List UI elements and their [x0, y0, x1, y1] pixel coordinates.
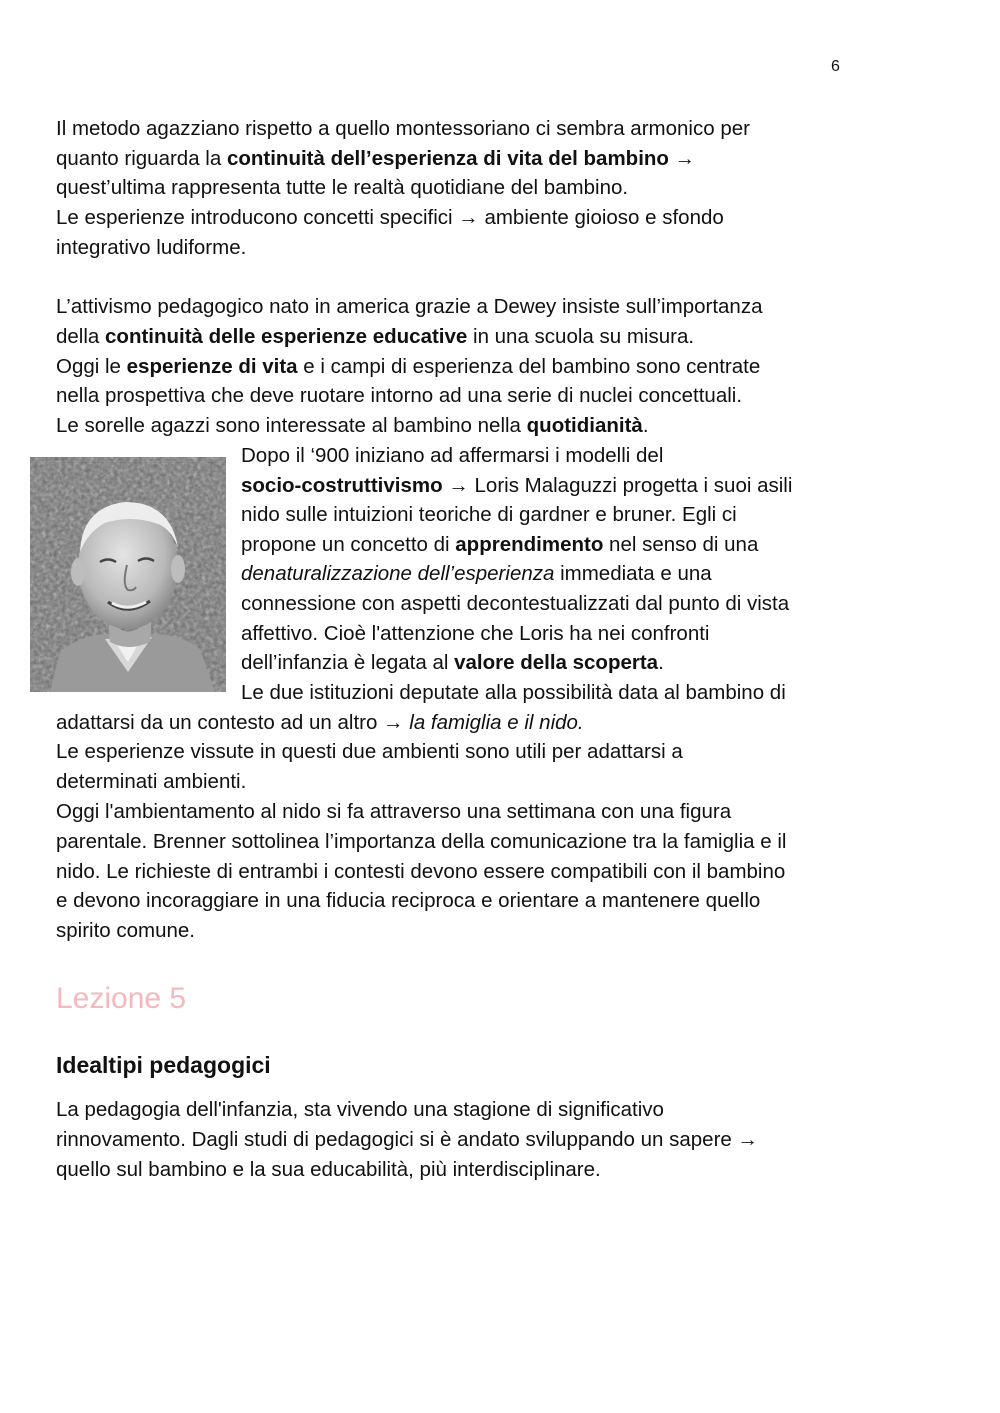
portrait-photo — [30, 457, 226, 692]
text-line: rinnovamento. Dagli studi di pedagogici si è andato sviluppando un sapere → — [56, 1128, 759, 1151]
text-line: parentale. Brenner sottolinea l’importanza della comunicazione tra la famiglia e il — [56, 830, 787, 853]
text-line: Oggi l'ambientamento al nido si fa attraverso una settimana con una figura — [56, 800, 732, 823]
text-line: Il metodo agazziano rispetto a quello montessoriano ci sembra armonico per — [56, 117, 750, 140]
text-line: e devono incoraggiare in una fiducia reciproca e orientare a mantenere quello — [56, 889, 761, 912]
text-line: L’attivismo pedagogico nato in america grazie a Dewey insiste sull’importanza — [56, 295, 763, 318]
text-line: nido sulle intuizioni teoriche di gardner e bruner. Egli ci — [241, 503, 737, 526]
page-number: 6 — [831, 58, 840, 75]
text-line: Oggi le esperienze di vita e i campi di esperienza del bambino sono centrate — [56, 355, 761, 378]
text-line: denaturalizzazione dell’esperienza immediata e una — [241, 562, 712, 585]
text-line: Le sorelle agazzi sono interessate al bambino nella quotidianità. — [56, 414, 649, 437]
text-line: integrativo ludiforme. — [56, 236, 247, 259]
text-line: Dopo il ‘900 iniziano ad affermarsi i modelli del — [241, 444, 664, 467]
text-line: quello sul bambino e la sua educabilità, più interdisciplinare. — [56, 1158, 601, 1181]
text-line: socio-costruttivismo → Loris Malaguzzi progetta i suoi asili — [241, 474, 793, 497]
text-line: spirito comune. — [56, 919, 196, 942]
text-line: quanto riguarda la continuità dell’esperienza di vita del bambino → — [56, 147, 696, 170]
text-line: affettivo. Cioè l'attenzione che Loris ha nei confronti — [241, 622, 710, 645]
lesson-title: Lezione 5 — [56, 982, 187, 1015]
text-line: Le due istituzioni deputate alla possibilità data al bambino di — [241, 681, 786, 704]
text-line: della continuità delle esperienze educative in una scuola su misura. — [56, 325, 695, 348]
text-line: Le esperienze introducono concetti specifici → ambiente gioioso e sfondo — [56, 206, 724, 229]
text-line: nido. Le richieste di entrambi i contesti devono essere compatibili con il bambino — [56, 860, 786, 883]
text-line: Le esperienze vissute in questi due ambienti sono utili per adattarsi a — [56, 740, 683, 763]
text-line: nella prospettiva che deve ruotare intorno ad una serie di nuclei concettuali. — [56, 384, 743, 407]
text-line: adattarsi da un contesto ad un altro → la famiglia e il nido. — [56, 711, 584, 734]
text-line: dell’infanzia è legata al valore della scoperta. — [241, 651, 664, 674]
portrait-illustration — [30, 457, 226, 692]
text-line: La pedagogia dell'infanzia, sta vivendo una stagione di significativo — [56, 1098, 664, 1121]
text-line: quest’ultima rappresenta tutte le realtà quotidiane del bambino. — [56, 176, 629, 199]
text-line: connessione con aspetti decontestualizzati dal punto di vista — [241, 592, 790, 615]
section-title: Idealtipi pedagogici — [56, 1052, 271, 1078]
text-line: propone un concetto di apprendimento nel senso di una — [241, 533, 759, 556]
text-line: determinati ambienti. — [56, 770, 247, 793]
